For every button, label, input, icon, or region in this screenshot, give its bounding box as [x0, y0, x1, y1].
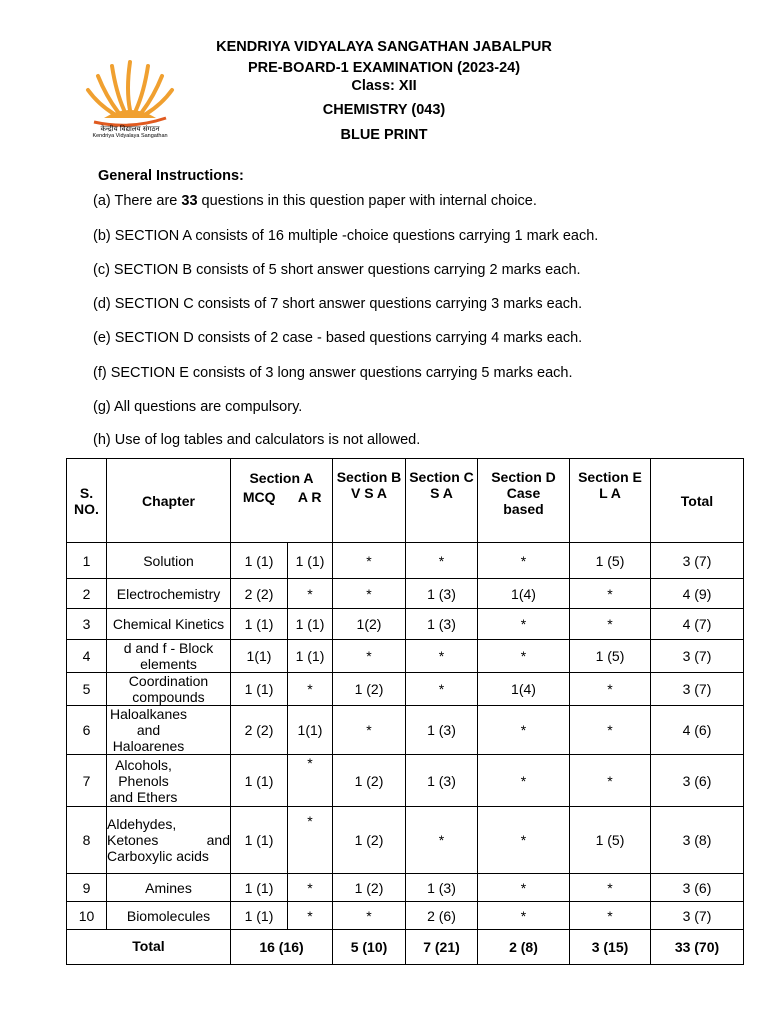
row-sa: *: [406, 543, 478, 579]
totals-label: Total: [67, 930, 231, 965]
row-case: *: [478, 640, 570, 673]
table-row: [67, 755, 744, 807]
row-case: *: [478, 609, 570, 640]
totals-section-a: 16 (16): [231, 930, 333, 965]
row-sa: 1 (3): [406, 874, 478, 902]
row-la: *: [570, 755, 651, 807]
row-sa: 2 (6): [406, 902, 478, 930]
table-row: [67, 902, 744, 930]
row-la: *: [570, 609, 651, 640]
row-sno: 2: [67, 579, 107, 609]
table-row: [67, 609, 744, 640]
header-section-a: [231, 459, 333, 543]
row-sa: 1 (3): [406, 755, 478, 807]
row-mcq: 2 (2): [231, 706, 288, 755]
totals-section-b: 5 (10): [333, 930, 406, 965]
header-vsa: V S A: [350, 485, 388, 501]
table-row: [67, 543, 744, 579]
header-exam: PRE-BOARD-1 EXAMINATION (2023-24): [247, 60, 521, 76]
row-sno: 5: [67, 673, 107, 706]
row-mcq: 1 (1): [231, 609, 288, 640]
header-total: Total: [651, 459, 744, 543]
row-vsa: *: [333, 543, 406, 579]
row-case: *: [478, 706, 570, 755]
section-b-title: Section B: [336, 469, 402, 485]
table-row: [67, 673, 744, 706]
row-chapter: Alcohols, Phenols and Ethers: [107, 755, 231, 807]
row-vsa: 1 (2): [333, 807, 406, 874]
row-total: 4 (6): [651, 706, 744, 755]
row-total: 3 (8): [651, 807, 744, 874]
header-sno: S. NO.: [67, 459, 107, 543]
row-sa: 1 (3): [406, 706, 478, 755]
row-mcq: 2 (2): [231, 579, 288, 609]
logo-caption-hindi: केन्द्रीय विद्यालय संगठन: [100, 125, 160, 133]
totals-row: [67, 930, 744, 965]
row-total: 3 (6): [651, 755, 744, 807]
row-vsa: 1 (2): [333, 755, 406, 807]
row-vsa: *: [333, 640, 406, 673]
row-sa: *: [406, 640, 478, 673]
instruction-h: (h) Use of log tables and calculators is not allowed.: [93, 432, 421, 448]
header-section-b: [333, 459, 406, 543]
row-la: *: [570, 874, 651, 902]
totals-section-c: 7 (21): [406, 930, 478, 965]
blueprint-table: [66, 458, 744, 965]
row-sno: 1: [67, 543, 107, 579]
table-row: [67, 706, 744, 755]
header-chapter: Chapter: [107, 459, 231, 543]
instruction-a-post: questions in this question paper with internal choice.: [197, 193, 537, 209]
row-ar: *: [288, 807, 333, 874]
row-mcq: 1 (1): [231, 874, 288, 902]
header-case-based: Case based: [503, 485, 544, 517]
row-la: *: [570, 579, 651, 609]
row-sno: 9: [67, 874, 107, 902]
row-mcq: 1 (1): [231, 673, 288, 706]
section-e-title: Section E: [578, 469, 642, 485]
row-total: 4 (9): [651, 579, 744, 609]
row-la: *: [570, 673, 651, 706]
row-vsa: 1 (2): [333, 673, 406, 706]
row-mcq: 1 (1): [231, 902, 288, 930]
totals-grand: 33 (70): [651, 930, 744, 965]
row-ar: *: [288, 673, 333, 706]
header-section-d: [478, 459, 570, 543]
row-ar: 1 (1): [288, 543, 333, 579]
row-chapter: Coordination compounds: [107, 673, 231, 706]
row-case: 1(4): [478, 673, 570, 706]
instruction-c: (c) SECTION B consists of 5 short answer questions carrying 2 marks each.: [93, 262, 581, 278]
row-case: *: [478, 874, 570, 902]
row-sa: *: [406, 807, 478, 874]
row-chapter: Aldehydes, Ketones and Carboxylic acids: [107, 807, 231, 874]
section-c-title: Section C: [409, 469, 474, 485]
row-sno: 7: [67, 755, 107, 807]
header-section-c: [406, 459, 478, 543]
row-ar: *: [288, 579, 333, 609]
row-la: 1 (5): [570, 807, 651, 874]
row-ar: *: [288, 755, 333, 807]
header-ar: A R: [297, 489, 322, 505]
header-la: L A: [599, 485, 621, 501]
section-a-title: Section A: [249, 470, 314, 486]
row-total: 4 (7): [651, 609, 744, 640]
row-mcq: 1 (1): [231, 807, 288, 874]
row-total: 3 (6): [651, 874, 744, 902]
row-mcq: 1 (1): [231, 755, 288, 807]
row-sno: 8: [67, 807, 107, 874]
instruction-a-count: 33: [181, 193, 198, 209]
row-sa: 1 (3): [406, 579, 478, 609]
row-chapter: d and f - Block elements: [107, 640, 231, 673]
row-ar: *: [288, 874, 333, 902]
header-organization: KENDRIYA VIDYALAYA SANGATHAN JABALPUR: [216, 39, 552, 55]
row-chapter: Solution: [107, 543, 231, 579]
row-vsa: *: [333, 902, 406, 930]
instruction-b: (b) SECTION A consists of 16 multiple -choice questions carrying 1 mark each.: [93, 228, 599, 244]
row-vsa: 1 (2): [333, 874, 406, 902]
row-case: *: [478, 543, 570, 579]
table-row: [67, 874, 744, 902]
row-chapter: Haloalkanes and Haloarenes: [107, 706, 231, 755]
row-la: 1 (5): [570, 640, 651, 673]
table-row: [67, 579, 744, 609]
row-vsa: *: [333, 706, 406, 755]
row-chapter: Electrochemistry: [107, 579, 231, 609]
instruction-a: [93, 193, 537, 209]
header-doc-title: BLUE PRINT: [340, 127, 428, 143]
row-ar: *: [288, 902, 333, 930]
header-sa: S A: [430, 485, 453, 501]
row-mcq: 1(1): [231, 640, 288, 673]
totals-section-e: 3 (15): [570, 930, 651, 965]
row-ar: 1 (1): [288, 609, 333, 640]
logo-caption-english: Kendriya Vidyalaya Sangathan: [92, 133, 168, 138]
instruction-e: (e) SECTION D consists of 2 case - based questions carrying 4 marks each.: [93, 330, 583, 346]
instruction-a-pre: (a) There are: [93, 193, 182, 209]
table-header-row: [67, 459, 744, 543]
row-la: *: [570, 902, 651, 930]
row-mcq: 1 (1): [231, 543, 288, 579]
row-sno: 3: [67, 609, 107, 640]
totals-section-d: 2 (8): [478, 930, 570, 965]
row-la: 1 (5): [570, 543, 651, 579]
row-total: 3 (7): [651, 673, 744, 706]
row-chapter: Biomolecules: [107, 902, 231, 930]
row-chapter: Amines: [107, 874, 231, 902]
row-sno: 10: [67, 902, 107, 930]
row-sno: 4: [67, 640, 107, 673]
row-total: 3 (7): [651, 543, 744, 579]
row-sa: 1 (3): [406, 609, 478, 640]
row-case: 1(4): [478, 579, 570, 609]
row-la: *: [570, 706, 651, 755]
instruction-g: (g) All questions are compulsory.: [93, 399, 303, 415]
row-ar: 1(1): [288, 706, 333, 755]
row-sa: *: [406, 673, 478, 706]
instructions-title: General Instructions:: [98, 168, 244, 184]
instruction-d: (d) SECTION C consists of 7 short answer questions carrying 3 marks each.: [93, 296, 583, 312]
table-row: [67, 807, 744, 874]
header-class: Class: XII: [351, 78, 417, 94]
row-vsa: 1(2): [333, 609, 406, 640]
table-row: [67, 640, 744, 673]
row-chapter: Chemical Kinetics: [107, 609, 231, 640]
header-subject: CHEMISTRY (043): [322, 102, 446, 118]
header-mcq: MCQ: [242, 489, 276, 505]
header-section-e: [570, 459, 651, 543]
row-ar: 1 (1): [288, 640, 333, 673]
row-total: 3 (7): [651, 902, 744, 930]
row-case: *: [478, 807, 570, 874]
section-d-title: Section D: [491, 469, 556, 485]
instruction-f: (f) SECTION E consists of 3 long answer questions carrying 5 marks each.: [93, 365, 573, 381]
row-vsa: *: [333, 579, 406, 609]
row-total: 3 (7): [651, 640, 744, 673]
row-sno: 6: [67, 706, 107, 755]
row-case: *: [478, 902, 570, 930]
row-case: *: [478, 755, 570, 807]
